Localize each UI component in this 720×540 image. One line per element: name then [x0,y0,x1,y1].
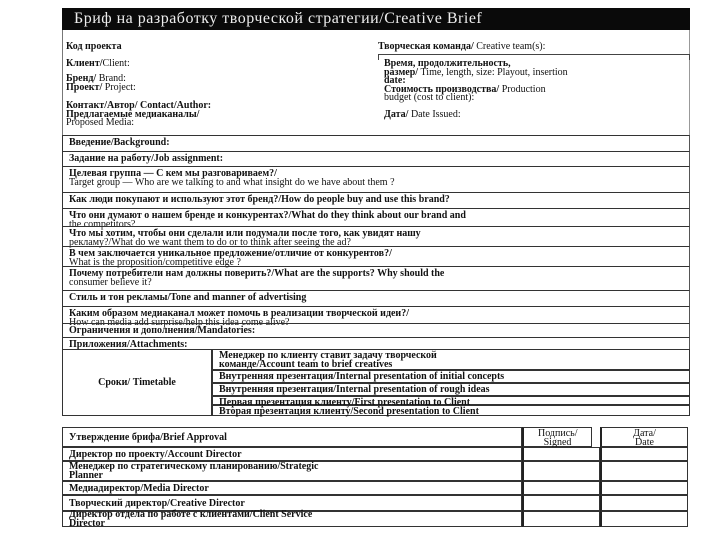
field-label [378,42,545,51]
field-label-en: Client: [102,58,130,69]
signed-header [522,427,592,447]
brief-section-field[interactable] [62,151,690,166]
section-label: Ограничения и дополнения/Mandatories: [69,325,256,336]
divider [689,30,690,135]
timetable-item: Менеджер по клиенту ставит задачу творческой [219,350,437,361]
field-label [66,42,122,51]
field-label-ru: Предлагаемые медиаканалы/ [66,109,200,120]
approval-row-role [62,511,522,527]
section-label: В чем заключается уникальное предложение/отличие от конкурентов?/ [69,248,392,259]
field-label-en: Project: [102,82,136,93]
signature-field[interactable] [522,511,600,527]
role-label: Творческий директор/Creative Director [69,497,245,509]
section-label: Что мы хотим, чтобы они сделали или подумали после того, как увидят нашу [69,228,421,239]
role-label: Директор по проекту/Account Director [69,448,242,460]
section-label: Приложения/Attachments: [69,339,188,350]
timetable-item: Внутренняя презентация/Internal presentation of rough ideas [219,384,490,395]
approval-row-role [62,447,522,461]
divider [62,30,63,135]
brief-section-field[interactable] [62,266,690,290]
field-label [66,59,130,68]
timetable-label-cell [62,349,212,416]
role-label: Медиадиректор/Media Director [69,482,209,494]
section-label: Задание на работу/Job assignment: [69,153,224,164]
timetable-item: Вторая презентация клиенту/Second presentation to Client [219,406,479,417]
approval-row-role [62,481,522,495]
date-field[interactable] [600,461,688,481]
brief-section-field[interactable] [62,135,690,151]
brief-section-field[interactable] [62,192,690,208]
section-label-2: How can media add surprise/help this idea come alive? [69,317,290,328]
approval-header [62,427,522,447]
signature-field[interactable] [522,447,600,461]
timetable-row[interactable] [212,370,690,383]
creative-team-field[interactable] [378,54,690,60]
section-label: Целевая группа — С кем мы разговариваем?/ [69,168,277,179]
section-label: Стиль и тон рекламы/Tone and manner of advertising [69,292,307,303]
section-label: Как люди покупают и используют этот бренд?/How do people buy and use this brand? [69,194,450,205]
approval-title: Утверждение брифа/Brief Approval [69,431,227,443]
field-label-ru: Время, продолжительность, [384,58,511,69]
brief-section-field[interactable] [62,226,690,246]
timetable-row[interactable] [212,349,690,370]
field-label-ru: Код проекта [66,41,122,52]
date-field[interactable] [600,511,688,527]
field-label-ru: Дата/ [384,109,409,120]
field-label-en: Production [499,84,546,95]
brief-section-field[interactable] [62,246,690,266]
date-field[interactable] [600,481,688,495]
field-label-en: Time, length, size: Playout, insertion [418,67,568,78]
section-label-2: рекламу?/What do we want them to do or to think after seeing the ad? [69,237,351,248]
section-label-2: consumer believe it? [69,277,152,288]
date-header [600,427,688,447]
field-label-ru: Стоимость производства/ [384,84,500,95]
role-label-2: Planner [69,470,103,481]
brief-section-field[interactable] [62,306,690,328]
approval-row-role [62,461,522,481]
field-label-en: Proposed Media: [66,117,135,128]
role-label: Директор отдела по работе с клиентами/Client Service [69,509,313,520]
signed-label: Подпись/ Signed [538,428,578,448]
brief-section-field[interactable] [62,323,690,337]
section-label-2: What is the proposition/competitive edge ? [69,257,241,268]
date-label: Дата/ Date [633,428,656,448]
field-label [384,93,474,102]
field-label-ru: Творческая команда/ [378,41,474,52]
field-label-en: Creative team(s): [473,41,546,52]
field-label-ru: Проект/ [66,82,103,93]
field-label [384,68,568,77]
role-label-2: Director [69,518,105,529]
form-title: Бриф на разработку творческой стратегии/Creative Brief [62,8,690,30]
timetable-item: Первая презентация клиенту/First presentation to Client [219,397,471,408]
timetable-item-2: команде/Account team to brief creatives [219,359,393,370]
field-label-ru: Бренд/ [66,73,97,84]
signature-field[interactable] [522,481,600,495]
brief-section-field[interactable] [62,166,690,192]
field-label-en: budget (cost to client): [384,92,475,103]
timetable-row[interactable] [212,396,690,408]
field-label-en: Date Issued: [408,109,461,120]
field-label [384,110,461,119]
section-label: Каким образом медиаканал может помочь в реализации творческой идеи?/ [69,308,409,319]
brief-section-field[interactable] [62,208,690,230]
timetable-item: Внутренняя презентация/Internal presentation of initial concepts [219,371,505,382]
date-field[interactable] [600,447,688,461]
role-label: Менеджер по стратегическому планированию/Strategic [69,461,319,472]
field-label-ru: Клиент/ [66,58,103,69]
field-label-ru: date: [384,75,406,86]
brief-section-field[interactable] [62,337,690,349]
signature-field[interactable] [522,495,600,511]
field-label [66,118,134,127]
signature-field[interactable] [522,461,600,481]
field-label-en: Brand: [96,73,126,84]
section-label-2: Target group — Who are we talking to and what insight do we have about them ? [69,177,395,188]
section-label: Что они думают о нашем бренде и конкурентах?/What do they think about our brand and [69,210,466,221]
section-label: Введение/Background: [69,137,170,148]
section-label-2: the competitors? [69,219,136,230]
timetable-label: Сроки/ Timetable [98,377,176,388]
brief-section-field[interactable] [62,290,690,306]
field-label-ru: размер/ [384,67,419,78]
section-label: Почему потребители нам должны поверить?/What are the supports? Why should the [69,268,445,279]
date-field[interactable] [600,495,688,511]
field-label-ru: Контакт/Автор/ Contact/Author: [66,100,212,111]
timetable-row[interactable] [212,405,690,416]
field-label [66,83,136,92]
timetable-row[interactable] [212,383,690,396]
